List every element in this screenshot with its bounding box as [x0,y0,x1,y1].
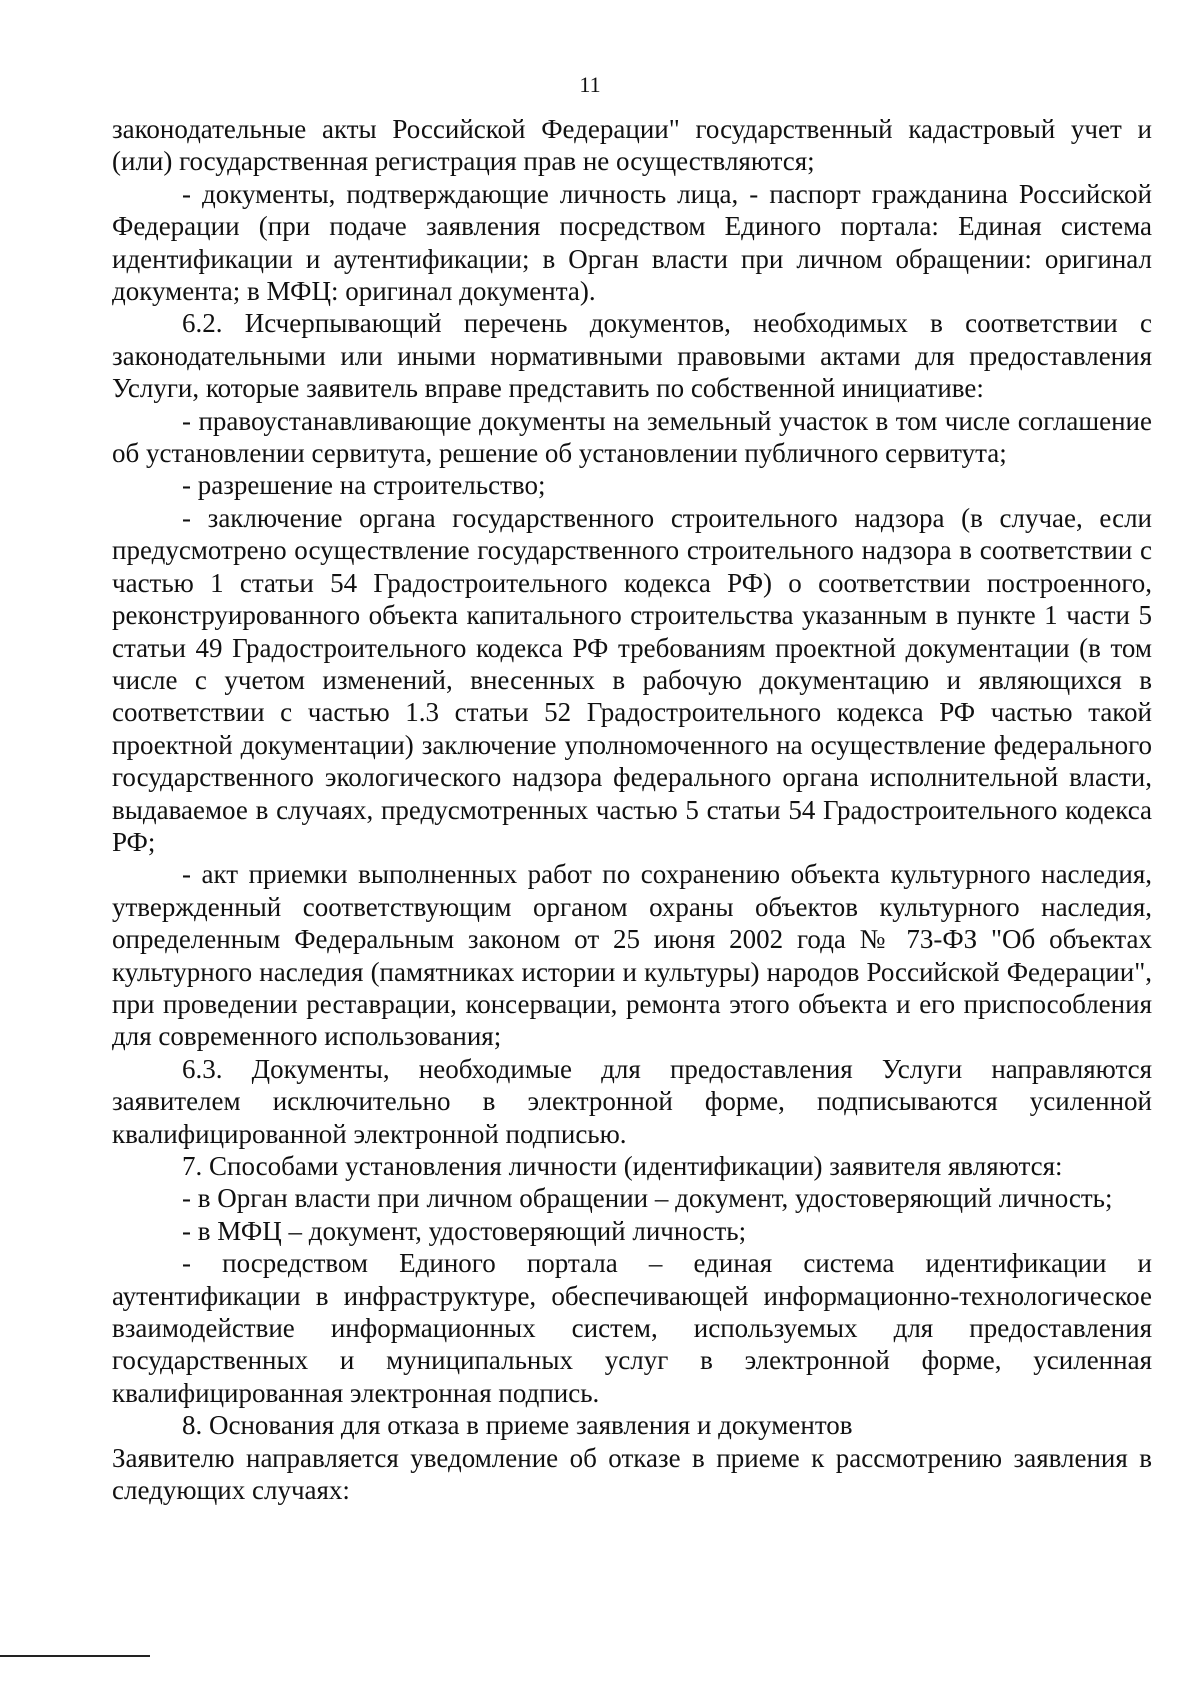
paragraph: - посредством Единого портала – единая система идентификации и аутентификации в инфраструктуре, обеспечивающей информационно-технологическое взаимодействие информационных систем, используемых для предоставления государственных и муниципальных услуг в электронной форме, усиленная квалифицированная электронная подпись. [112,1248,1152,1408]
page-number: 11 [579,72,601,97]
footer-rule [0,1655,150,1657]
paragraph: - документы, подтверждающие личность лица, - паспорт гражданина Российской Федерации (при подаче заявления посредством Единого портала: Единая система идентификации и аутентификации; в Орган власти при личном обращении: оригинал документа; в МФЦ: оригинал документа). [112,178,1152,307]
paragraph: - акт приемки выполненных работ по сохранению объекта культурного наследия, утвержденный соответствующим органом охраны объектов культурного наследия, определенным Федеральным законом от 25 июня 2002 года № 73-ФЗ "Об объектах культурного наследия (памятниках истории и культуры) народов Российской Федерации", при проведении реставрации, консервации, ремонта этого объекта и его приспособления для современного использования; [112,859,1152,1052]
paragraph: - в МФЦ – документ, удостоверяющий личность; [182,1215,747,1246]
paragraph: 6.3. Документы, необходимые для предоставления Услуги направляются заявителем исключительно в электронной форме, подписываются усиленной квалифицированной электронной подписью. [112,1053,1152,1149]
paragraph: - правоустанавливающие документы на земельный участок в том числе соглашение об установлении сервитута, решение об установлении публичного сервитута; [112,405,1152,469]
paragraph: 8. Основания для отказа в приеме заявления и документов [182,1410,853,1441]
paragraph: 7. Способами установления личности (идентификации) заявителя являются: [182,1151,1063,1181]
paragraph: законодательные акты Российской Федерации" государственный кадастровый учет и (или) государственная регистрация прав не осуществляются; [112,114,1152,177]
paragraph: Заявителю направляется уведомление об отказе в приеме к рассмотрению заявления в следующих случаях: [112,1442,1152,1506]
paragraph: - заключение органа государственного строительного надзора (в случае, если предусмотрено осуществление государственного строительного надзора в соответствии с частью 1 статьи 54 Градостроительного кодекса РФ) о соответствии построенного, реконструированного объекта капитального строительства указанным в пункте 1 части 5 статьи 49 Градостроительного кодекса РФ требованиям проектной документации (в том числе с учетом изменений, внесенных в рабочую документацию и являющихся в соответствии с частью 1.3 статьи 52 Градостроительного кодекса РФ частью такой проектной документации) заключение уполномоченного на осуществление федерального государственного экологического надзора федерального органа исполнительной власти, выдаваемое в случаях, предусмотренных частью 5 статьи 54 Градостроительного кодекса РФ; [112,502,1152,857]
paragraph: 6.2. Исчерпывающий перечень документов, необходимых в соответствии с законодательными или иными нормативными правовыми актами для предоставления Услуги, которые заявитель вправе представить по собственной инициативе: [112,308,1152,404]
paragraph: - разрешение на строительство; [182,470,546,501]
document-body [112,113,1152,1506]
paragraph: - в Орган власти при личном обращении – документ, удостоверяющий личность; [182,1183,1113,1214]
